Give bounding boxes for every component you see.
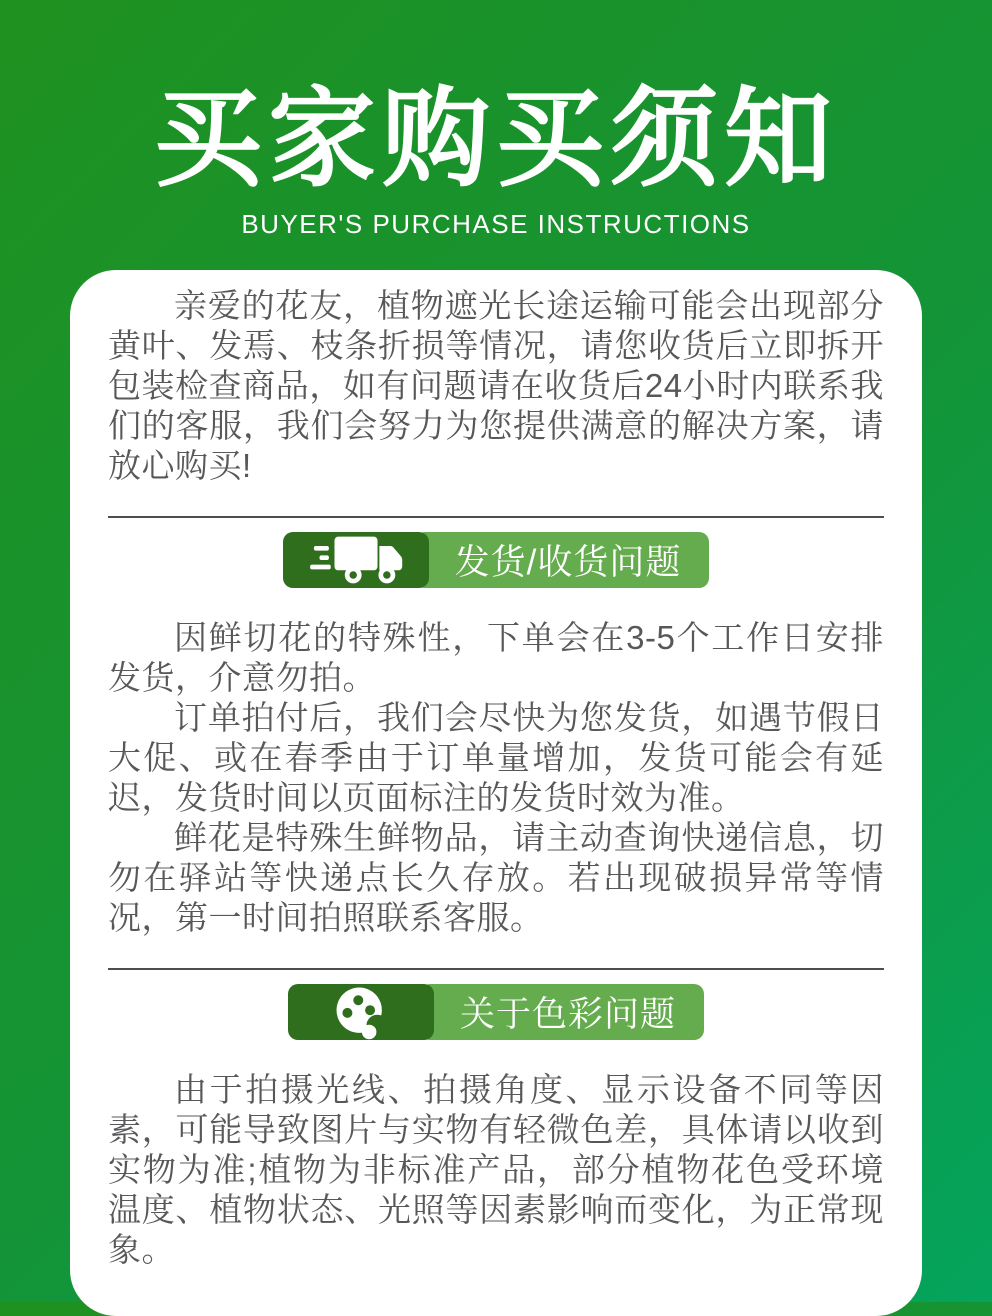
color-section-header [108, 984, 884, 1040]
badge-label-box [420, 984, 704, 1040]
shipping-paragraph-1: 因鲜切花的特殊性，下单会在3-5个工作日安排发货，介意勿拍。 [108, 619, 884, 696]
badge-icon-box [283, 532, 429, 588]
page-title: 买家购买须知 [153, 78, 838, 199]
palette-icon [332, 983, 390, 1041]
shipping-paragraph-2: 订单拍付后，我们会尽快为您发货，如遇节假日大促、或在春季由于订单量增加，发货可能会有延迟，发货时间以页面标注的发货时效为准。 [108, 699, 884, 816]
truck-icon [304, 531, 408, 589]
shipping-badge [283, 532, 710, 588]
shipping-section-header [108, 532, 884, 588]
badge-label-box [415, 532, 710, 588]
color-paragraph-1: 由于拍摄光线、拍摄角度、显示设备不同等因素，可能导致图片与实物有轻微色差，具体请以收到实物为准;植物为非标准产品，部分植物花色受环境温度、植物状态、光照等因素影响而变化，为正常现象。 [108, 1071, 884, 1268]
shipping-paragraph-3: 鲜花是特殊生鲜物品，请主动查询快递信息，切勿在驿站等快递点长久存放。若出现破损异常等情况，第一时间拍照联系客服。 [108, 819, 884, 936]
shipping-badge-label: 发货/收货问题 [454, 543, 682, 582]
intro-paragraph: 亲爱的花友，植物遮光长途运输可能会出现部分黄叶、发焉、枝条折损等情况，请您收货后立即拆开包装检查商品，如有问题请在收货后24小时内联系我们的客服，我们会努力为您提供满意的解决方案，请放心购买! [108, 287, 884, 484]
notice-card [70, 270, 922, 1316]
badge-icon-box [288, 984, 434, 1040]
color-badge-label: 关于色彩问题 [459, 995, 676, 1034]
page-header [0, 0, 992, 240]
page-subtitle: BUYER'S PURCHASE INSTRUCTIONS [241, 209, 751, 239]
color-badge [288, 984, 704, 1040]
section-divider [108, 968, 884, 970]
section-divider [108, 516, 884, 518]
